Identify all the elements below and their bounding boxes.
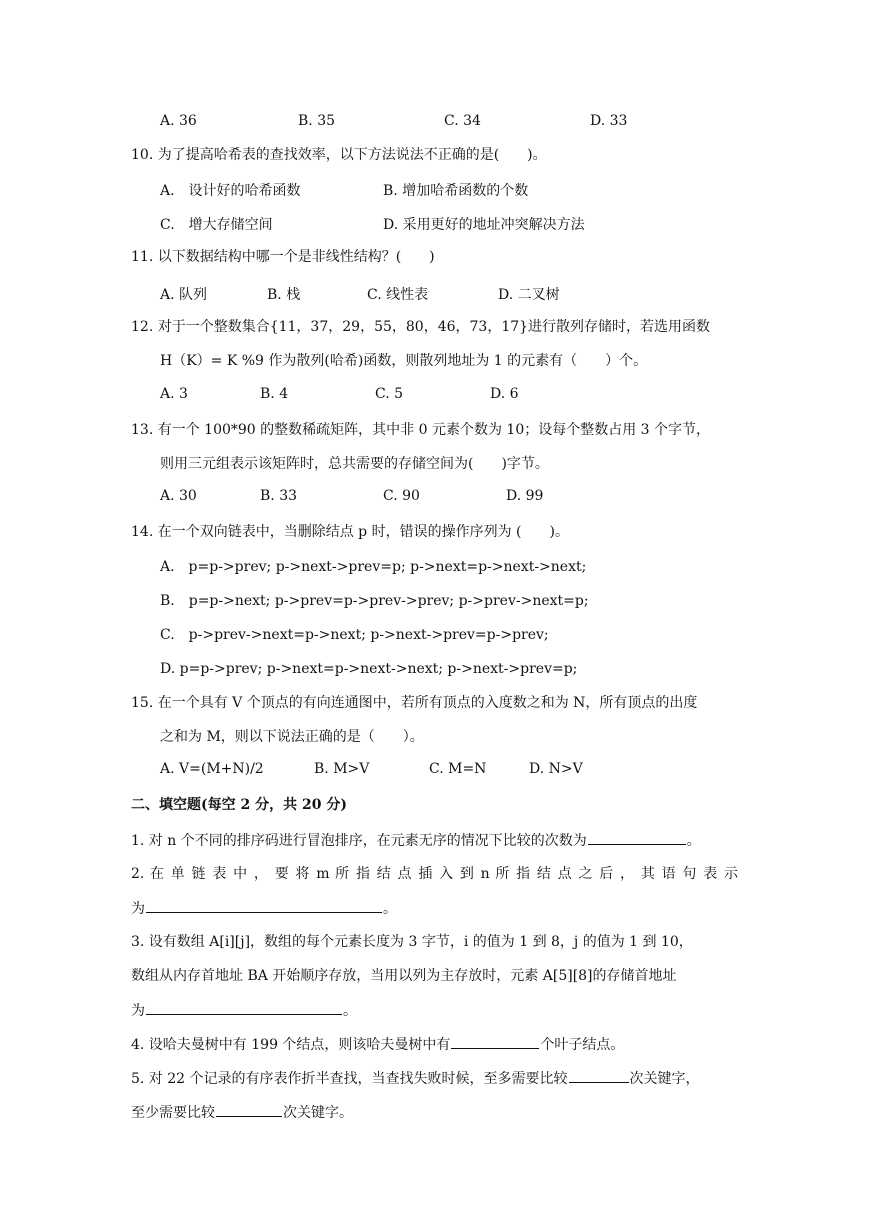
q13-stem-line1: 13. 有一个 100*90 的整数稀疏矩阵，其中非 0 元素个数为 10；设每个整数占用 3 个字节， (131, 422, 711, 438)
q12-option-b: B. 4 (260, 386, 289, 402)
fill-2-line1: 2. 在 单 链 表 中 ， 要 将 m 所 指 结 点 插 入 到 n 所 指 结 点 之 后 ， 其 语 句 表 示 (131, 866, 738, 882)
fill-2-line2 (131, 898, 397, 918)
fill-3-end: 。 (343, 1003, 357, 1019)
fill-1-blank[interactable] (588, 830, 686, 845)
q15-stem-line1: 15. 在一个具有 V 个顶点的有向连通图中，若所有顶点的入度数之和为 N，所有顶点的出度 (131, 695, 698, 711)
q12-option-a: A. 3 (160, 386, 188, 402)
q14-option-d: D. p=p->prev; p->next=p->next->next; p->next->prev=p; (160, 661, 578, 677)
q13-option-b: B. 33 (260, 488, 298, 504)
fill-2-end: 。 (383, 901, 397, 917)
q14-option-a: A. p=p->prev; p->next->prev=p; p->next=p->next->next; (160, 559, 587, 575)
q11-option-a: A. 队列 (160, 287, 208, 303)
q12-option-c: C. 5 (375, 386, 404, 402)
fill-5-blank-min[interactable] (216, 1102, 282, 1117)
q11-option-b: B. 栈 (267, 287, 301, 303)
fill-3-line1: 3. 设有数组 A[i][j]，数组的每个元素长度为 3 字节，i 的值为 1 到 8，j 的值为 1 到 10， (131, 934, 693, 950)
q12-stem-line2: H（K）= K %9 作为散列(哈希)函数，则散列地址为 1 的元素有（ ）个。 (160, 353, 648, 369)
fill-3-line3 (131, 1000, 357, 1020)
q10-option-d: D. 采用更好的地址冲突解决方法 (383, 217, 585, 233)
q13-stem-line2: 则用三元组表示该矩阵时，总共需要的存储空间为( )字节。 (160, 456, 549, 472)
q10-option-b: B. 增加哈希函数的个数 (383, 183, 529, 199)
section-2-heading: 二、填空题(每空 2 分，共 20 分) (131, 797, 347, 813)
fill-4 (131, 1034, 624, 1054)
fill-5-text2: 至少需要比较 (131, 1105, 215, 1121)
fill-1-text: 1. 对 n 个不同的排序码进行冒泡排序，在元素无序的情况下比较的次数为 (131, 833, 587, 849)
fill-5-blank-max[interactable] (569, 1068, 629, 1083)
q10-option-a: A. 设计好的哈希函数 (160, 183, 301, 199)
fill-4-blank[interactable] (451, 1034, 539, 1049)
q14-stem: 14. 在一个双向链表中，当删除结点 p 时，错误的操作序列为 ( )。 (131, 524, 569, 540)
q12-stem-line1: 12. 对于一个整数集合{11，37，29，55，80，46，73，17}进行散列存储时，若选用函数 (131, 319, 711, 335)
q15-stem-line2: 之和为 M，则以下说法正确的是（ ）。 (160, 729, 424, 745)
q9-option-a: A. 36 (160, 113, 197, 129)
fill-5-text: 5. 对 22 个记录的有序表作折半查找，当查找失败时候，至多需要比较 (131, 1071, 568, 1087)
q15-option-b: B. M>V (314, 761, 370, 777)
q13-option-a: A. 30 (160, 488, 197, 504)
q14-option-c: C. p->prev->next=p->next; p->next->prev=p->prev; (160, 627, 549, 643)
fill-5-line1 (131, 1068, 700, 1088)
q10-stem: 10. 为了提高哈希表的查找效率，以下方法说法不正确的是( )。 (131, 147, 547, 163)
fill-5-line2 (131, 1102, 353, 1122)
q13-option-c: C. 90 (383, 488, 420, 504)
q15-option-d: D. N>V (529, 761, 583, 777)
fill-2-prefix: 为 (131, 901, 145, 917)
q12-option-d: D. 6 (490, 386, 519, 402)
q13-option-d: D. 99 (506, 488, 544, 504)
q11-option-d: D. 二叉树 (498, 287, 560, 303)
fill-3-line2: 数组从内存首地址 BA 开始顺序存放，当用以列为主存放时，元素 A[5][8]的存储首地址 (131, 968, 677, 984)
fill-2-blank[interactable] (146, 898, 382, 913)
q9-option-b: B. 35 (298, 113, 336, 129)
q15-option-c: C. M=N (429, 761, 487, 777)
fill-1 (131, 830, 701, 850)
q9-option-c: C. 34 (444, 113, 481, 129)
q15-option-a: A. V=(M+N)/2 (160, 761, 264, 777)
q9-option-d: D. 33 (590, 113, 628, 129)
q11-stem: 11. 以下数据结构中哪一个是非线性结构？( ) (131, 249, 435, 265)
q14-option-b: B. p=p->next; p->prev=p->prev->prev; p->prev->next=p; (160, 593, 589, 609)
q11-option-c: C. 线性表 (367, 287, 429, 303)
fill-4-text: 4. 设哈夫曼树中有 199 个结点，则该哈夫曼树中有 (131, 1037, 451, 1053)
fill-5-end: 次关键字。 (283, 1105, 353, 1121)
q10-option-c: C. 增大存储空间 (160, 217, 273, 233)
fill-4-end: 个叶子结点。 (540, 1037, 625, 1053)
fill-1-end: 。 (686, 833, 701, 849)
fill-3-blank[interactable] (146, 1000, 342, 1015)
fill-3-prefix: 为 (131, 1003, 145, 1019)
fill-5-mid: 次关键字， (629, 1071, 700, 1087)
